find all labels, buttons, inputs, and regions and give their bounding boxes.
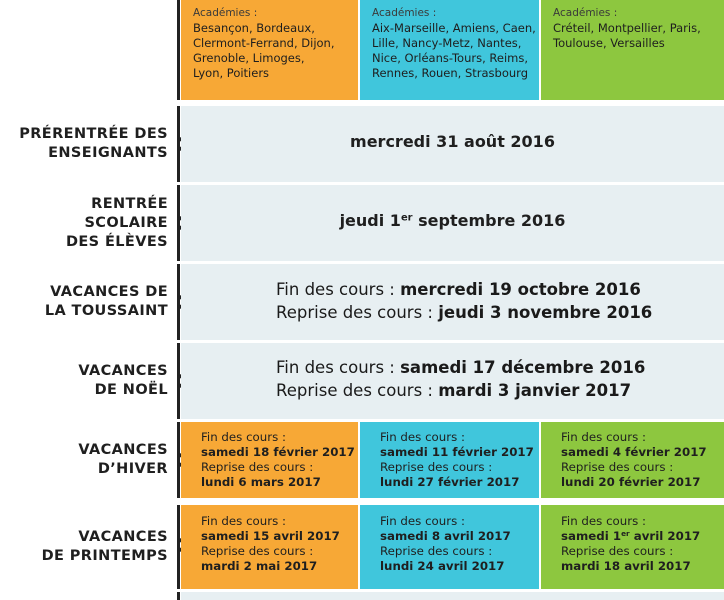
reprise-label: Reprise des cours : <box>561 544 674 558</box>
rentree-date-post: septembre 2016 <box>412 211 566 230</box>
fin-value <box>561 529 724 544</box>
reprise-label: Reprise des cours : <box>276 303 439 322</box>
zone-b-header <box>360 0 539 100</box>
prerentree-date: mercredi 31 août 2016 <box>350 132 555 151</box>
zone-a-header <box>181 0 358 100</box>
rentree-date-pre: jeudi 1 <box>339 211 401 230</box>
reprise-value: mardi 3 janvier 2017 <box>438 381 632 400</box>
reprise-value: lundi 24 avril 2017 <box>380 559 505 573</box>
fin-value: samedi 17 décembre 2016 <box>400 358 646 377</box>
printemps-cell-zone-a <box>181 505 358 589</box>
divider-rule <box>177 592 180 600</box>
label-line: PRÉRENTRÉE DES <box>19 126 168 142</box>
noel-text <box>276 356 645 402</box>
zone-b-line-4: Rennes, Rouen, Strasbourg <box>372 66 529 80</box>
fin-value: samedi 11 février 2017 <box>380 445 534 459</box>
fin-value: samedi 18 février 2017 <box>201 445 355 459</box>
label-line: D’HIVER <box>97 461 168 477</box>
zone-b-line-2: Lille, Nancy-Metz, Nantes, <box>372 36 522 50</box>
label-line: VACANCES <box>78 363 168 379</box>
rentree-date-sup: er <box>400 212 413 224</box>
reprise-label: Reprise des cours : <box>201 460 314 474</box>
row-label-printemps <box>0 505 176 589</box>
fin-label: Fin des cours : <box>201 514 286 528</box>
label-line: SCOLAIRE <box>84 214 168 231</box>
row-label-hiver <box>0 422 176 498</box>
zone-a-line-3: Grenoble, Limoges, <box>193 51 305 65</box>
printemps-cell-zone-c <box>541 505 724 589</box>
reprise-value: lundi 6 mars 2017 <box>201 475 321 489</box>
label-line: DES ÉLÈVES <box>65 233 168 250</box>
zone-a-label: Académies : <box>193 7 258 19</box>
reprise-label: Reprise des cours : <box>201 544 314 558</box>
toussaint-text <box>276 278 652 324</box>
fin-label: Fin des cours : <box>276 358 401 377</box>
divider-rule <box>177 0 180 100</box>
hiver-cell-zone-b <box>360 422 539 498</box>
reprise-value: mardi 18 avril 2017 <box>561 559 691 573</box>
label-line: VACANCES <box>78 442 168 458</box>
hiver-cell-zone-a <box>181 422 358 498</box>
fin-label: Fin des cours : <box>380 430 465 444</box>
fin-label: Fin des cours : <box>561 430 646 444</box>
reprise-value: lundi 27 février 2017 <box>380 475 520 489</box>
zone-c-line-2: Toulouse, Versailles <box>553 36 665 50</box>
fin-value: samedi 4 février 2017 <box>561 445 707 459</box>
zone-c-line-1: Créteil, Montpellier, Paris, <box>553 21 701 35</box>
fin-value-post: avril 2017 <box>629 529 701 543</box>
fin-value-pre: samedi 1 <box>561 529 622 543</box>
row-bar-next <box>181 592 724 600</box>
rentree-date <box>181 211 724 230</box>
zone-c-header <box>541 0 724 100</box>
zone-b-label: Académies : <box>372 7 437 19</box>
reprise-label: Reprise des cours : <box>276 381 439 400</box>
zone-c-label: Académies : <box>553 7 618 19</box>
label-line: LA TOUSSAINT <box>44 303 168 319</box>
fin-label: Fin des cours : <box>561 514 646 528</box>
row-label-noel <box>0 343 176 419</box>
label-line: DE NOËL <box>94 382 168 398</box>
row-bar-toussaint <box>181 264 724 340</box>
label-line: RENTRÉE <box>91 195 168 212</box>
printemps-cell-zone-b <box>360 505 539 589</box>
hiver-cell-zone-c <box>541 422 724 498</box>
row-bar-prerentree <box>181 106 724 182</box>
fin-value: samedi 8 avril 2017 <box>380 529 511 543</box>
reprise-value: mardi 2 mai 2017 <box>201 559 318 573</box>
row-bar-rentree <box>181 185 724 261</box>
label-line: VACANCES <box>78 529 168 545</box>
fin-value: mercredi 19 octobre 2016 <box>400 280 641 299</box>
label-line: VACANCES DE <box>50 284 168 300</box>
reprise-label: Reprise des cours : <box>380 460 493 474</box>
reprise-label: Reprise des cours : <box>380 544 493 558</box>
row-label-prerentree <box>0 106 176 182</box>
row-bar-noel <box>181 343 724 419</box>
fin-label: Fin des cours : <box>380 514 465 528</box>
zone-a-line-2: Clermont-Ferrand, Dijon, <box>193 36 335 50</box>
fin-value: samedi 15 avril 2017 <box>201 529 340 543</box>
reprise-value: lundi 20 février 2017 <box>561 475 701 489</box>
fin-label: Fin des cours : <box>201 430 286 444</box>
reprise-label: Reprise des cours : <box>561 460 674 474</box>
row-label-rentree <box>0 185 176 261</box>
zone-b-line-3: Nice, Orléans-Tours, Reims, <box>372 51 528 65</box>
fin-value-sup: er <box>621 528 630 538</box>
row-label-toussaint <box>0 264 176 340</box>
label-line: ENSEIGNANTS <box>48 145 168 161</box>
fin-label: Fin des cours : <box>276 280 401 299</box>
zone-b-line-1: Aix-Marseille, Amiens, Caen, <box>372 21 536 35</box>
label-line: DE PRINTEMPS <box>41 548 168 564</box>
zone-a-line-1: Besançon, Bordeaux, <box>193 21 315 35</box>
reprise-value: jeudi 3 novembre 2016 <box>438 303 653 322</box>
zone-a-line-4: Lyon, Poitiers <box>193 66 270 80</box>
